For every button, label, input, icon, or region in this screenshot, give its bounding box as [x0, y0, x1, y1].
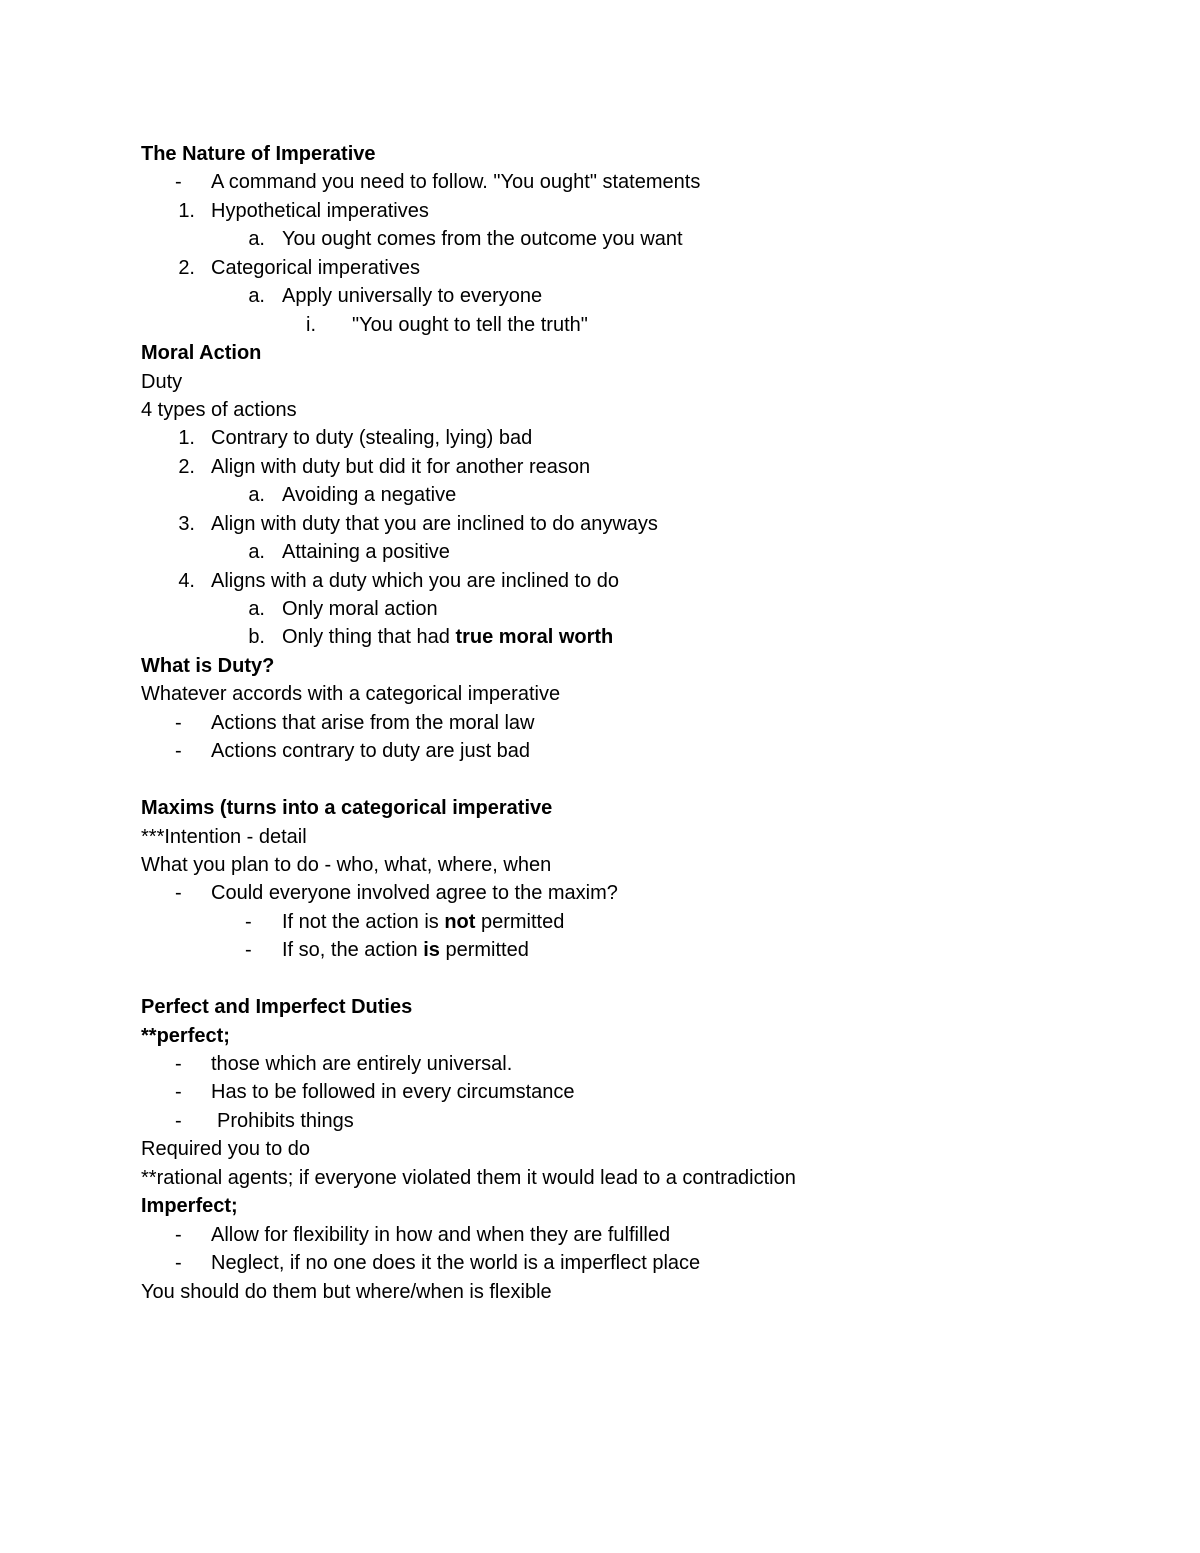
- line-text: [141, 1135, 310, 1163]
- bold-text: Imperfect;: [141, 1195, 238, 1218]
- list-item: [141, 879, 1141, 907]
- text-run: Hypothetical imperatives: [211, 199, 429, 222]
- line-text: [211, 709, 534, 737]
- list-item: [141, 225, 1141, 253]
- line-text: [141, 1278, 552, 1306]
- line-text: [282, 908, 564, 936]
- line-text: [211, 567, 619, 595]
- line-text: [211, 1050, 512, 1078]
- line-text: [211, 197, 429, 225]
- text-run: Categorical imperatives: [211, 256, 420, 279]
- section-heading: [141, 794, 1141, 822]
- text-run: Avoiding a negative: [282, 484, 457, 507]
- text-line: [141, 396, 1141, 424]
- text-run: Align with duty but did it for another reason: [211, 455, 591, 478]
- text-run: "You ought to tell the truth": [352, 313, 588, 336]
- list-number: 1.: [178, 427, 195, 450]
- text-run: Apply universally to everyone: [282, 285, 543, 308]
- bullet-dash: -: [175, 882, 182, 905]
- list-item: [141, 1107, 1141, 1135]
- text-run: Actions contrary to duty are just bad: [211, 740, 531, 763]
- bold-text: Moral Action: [141, 342, 262, 365]
- line-text: [211, 1078, 575, 1106]
- list-item: [141, 538, 1141, 566]
- list-number: a.: [248, 484, 265, 507]
- list-number: b.: [248, 626, 265, 649]
- line-text: [141, 368, 182, 396]
- text-line: [141, 823, 1141, 851]
- line-text: [211, 879, 618, 907]
- text-run: What you plan to do - who, what, where, when: [141, 853, 552, 876]
- line-text: [141, 140, 376, 168]
- bold-text: **perfect;: [141, 1024, 230, 1047]
- list-item: [141, 709, 1141, 737]
- text-run: Align with duty that you are inclined to do anyways: [211, 512, 658, 535]
- bullet-dash: -: [175, 711, 182, 734]
- line-text: [211, 453, 590, 481]
- line-text: [352, 311, 588, 339]
- line-text: [282, 595, 438, 623]
- text-run: permitted: [439, 939, 529, 962]
- section-heading: [141, 993, 1141, 1021]
- line-text: [282, 623, 613, 651]
- text-run: Attaining a positive: [282, 541, 450, 564]
- text-run: Has to be followed in every circumstance: [211, 1081, 575, 1104]
- text-run: Required you to do: [141, 1138, 311, 1161]
- list-number: 3.: [178, 512, 195, 535]
- text-run: permitted: [475, 910, 565, 933]
- bullet-dash: -: [245, 910, 252, 933]
- line-text: [141, 1022, 230, 1050]
- bold-text: The Nature of Imperative: [141, 143, 376, 165]
- list-item: [141, 623, 1141, 651]
- bullet-dash: -: [175, 1252, 182, 1275]
- bold-text: true moral worth: [455, 626, 614, 649]
- list-item: [141, 908, 1141, 936]
- text-run: Actions that arise from the moral law: [211, 711, 535, 734]
- text-run: Could everyone involved agree to the maxim?: [211, 882, 618, 905]
- list-item: [141, 595, 1141, 623]
- list-item: [141, 197, 1141, 225]
- list-number: 4.: [178, 569, 195, 592]
- text-line: [141, 851, 1141, 879]
- list-item: [141, 510, 1141, 538]
- bullet-dash: -: [175, 1109, 182, 1132]
- line-text: [141, 823, 307, 851]
- list-item: [141, 567, 1141, 595]
- list-number: i.: [306, 313, 316, 336]
- text-line: [141, 1278, 1141, 1306]
- line-text: [141, 794, 552, 822]
- line-text: [141, 993, 412, 1021]
- text-run: You should do them but where/when is flexible: [141, 1280, 552, 1303]
- line-text: [282, 936, 529, 964]
- line-text: [141, 1192, 238, 1220]
- list-item: [141, 254, 1141, 282]
- bullet-dash: -: [245, 939, 252, 962]
- list-item: [141, 168, 1141, 196]
- list-number: a.: [248, 228, 265, 251]
- line-text: [141, 396, 297, 424]
- bold-text: What is Duty?: [141, 654, 275, 677]
- text-line: [141, 965, 1141, 993]
- line-text: [141, 680, 560, 708]
- list-item: [141, 1050, 1141, 1078]
- bold-text: is: [423, 939, 440, 962]
- list-item: [141, 737, 1141, 765]
- text-run: Whatever accords with a categorical imperative: [141, 683, 561, 706]
- text-run: ***Intention - detail: [141, 825, 307, 848]
- text-run: Duty: [141, 370, 183, 393]
- text-run: Only thing that had: [282, 626, 456, 649]
- line-text: [141, 851, 551, 879]
- text-line: [141, 368, 1141, 396]
- line-text: [211, 424, 532, 452]
- text-run: Aligns with a duty which you are inclined to do: [211, 569, 620, 592]
- line-text: [211, 1249, 700, 1277]
- text-run: Only moral action: [282, 598, 438, 620]
- list-number: 1.: [178, 199, 195, 222]
- line-text: [211, 168, 700, 196]
- section-heading: [141, 140, 1141, 168]
- list-item: [141, 424, 1141, 452]
- line-text: [141, 652, 274, 680]
- text-run: You ought comes from the outcome you want: [282, 228, 683, 251]
- line-text: [211, 510, 658, 538]
- list-number: 2.: [178, 256, 195, 279]
- list-item: [141, 936, 1141, 964]
- line-text: [211, 1221, 670, 1249]
- list-item: [141, 282, 1141, 310]
- text-line: [141, 1135, 1141, 1163]
- line-text: [211, 254, 420, 282]
- document-body: [141, 140, 1141, 1306]
- text-line: [141, 1164, 1141, 1192]
- list-item: [141, 1221, 1141, 1249]
- text-run: Contrary to duty (stealing, lying) bad: [211, 427, 533, 450]
- list-number: a.: [248, 598, 265, 620]
- text-run: A command you need to follow. "You ought" statements: [211, 171, 701, 194]
- line-text: [141, 1164, 796, 1192]
- text-run: **rational agents; if everyone violated them it would lead to a contradiction: [141, 1166, 796, 1189]
- bullet-dash: -: [175, 171, 182, 194]
- line-text: [141, 339, 261, 367]
- list-number: a.: [248, 541, 265, 564]
- list-item: [141, 453, 1141, 481]
- line-text: [282, 538, 450, 566]
- line-text: [211, 737, 530, 765]
- text-line: [141, 766, 1141, 794]
- bullet-dash: -: [175, 740, 182, 763]
- bullet-dash: -: [175, 1053, 182, 1075]
- text-line: [141, 1022, 1141, 1050]
- line-text: [282, 282, 542, 310]
- line-text: [217, 1107, 354, 1135]
- text-run: Neglect, if no one does it the world is a imperflect place: [211, 1252, 701, 1275]
- list-number: a.: [248, 285, 265, 308]
- list-number: 2.: [178, 455, 195, 478]
- bold-text: Perfect and Imperfect Duties: [141, 996, 413, 1019]
- text-line: [141, 680, 1141, 708]
- bold-text: not: [444, 910, 476, 933]
- line-text: [282, 481, 456, 509]
- section-heading: [141, 339, 1141, 367]
- list-item: [141, 1078, 1141, 1106]
- text-run: those which are entirely universal.: [211, 1053, 513, 1075]
- list-item: [141, 311, 1141, 339]
- bullet-dash: -: [175, 1223, 182, 1246]
- section-heading: [141, 652, 1141, 680]
- text-run: 4 types of actions: [141, 398, 297, 421]
- text-run: Prohibits things: [217, 1109, 354, 1132]
- text-run: If not the action is: [282, 910, 445, 933]
- text-run: Allow for flexibility in how and when they are fulfilled: [211, 1223, 671, 1246]
- text-line: [141, 1192, 1141, 1220]
- bold-text: Maxims (turns into a categorical imperative: [141, 797, 553, 820]
- bullet-dash: -: [175, 1081, 182, 1104]
- text-run: If so, the action: [282, 939, 424, 962]
- list-item: [141, 1249, 1141, 1277]
- list-item: [141, 481, 1141, 509]
- line-text: [282, 225, 683, 253]
